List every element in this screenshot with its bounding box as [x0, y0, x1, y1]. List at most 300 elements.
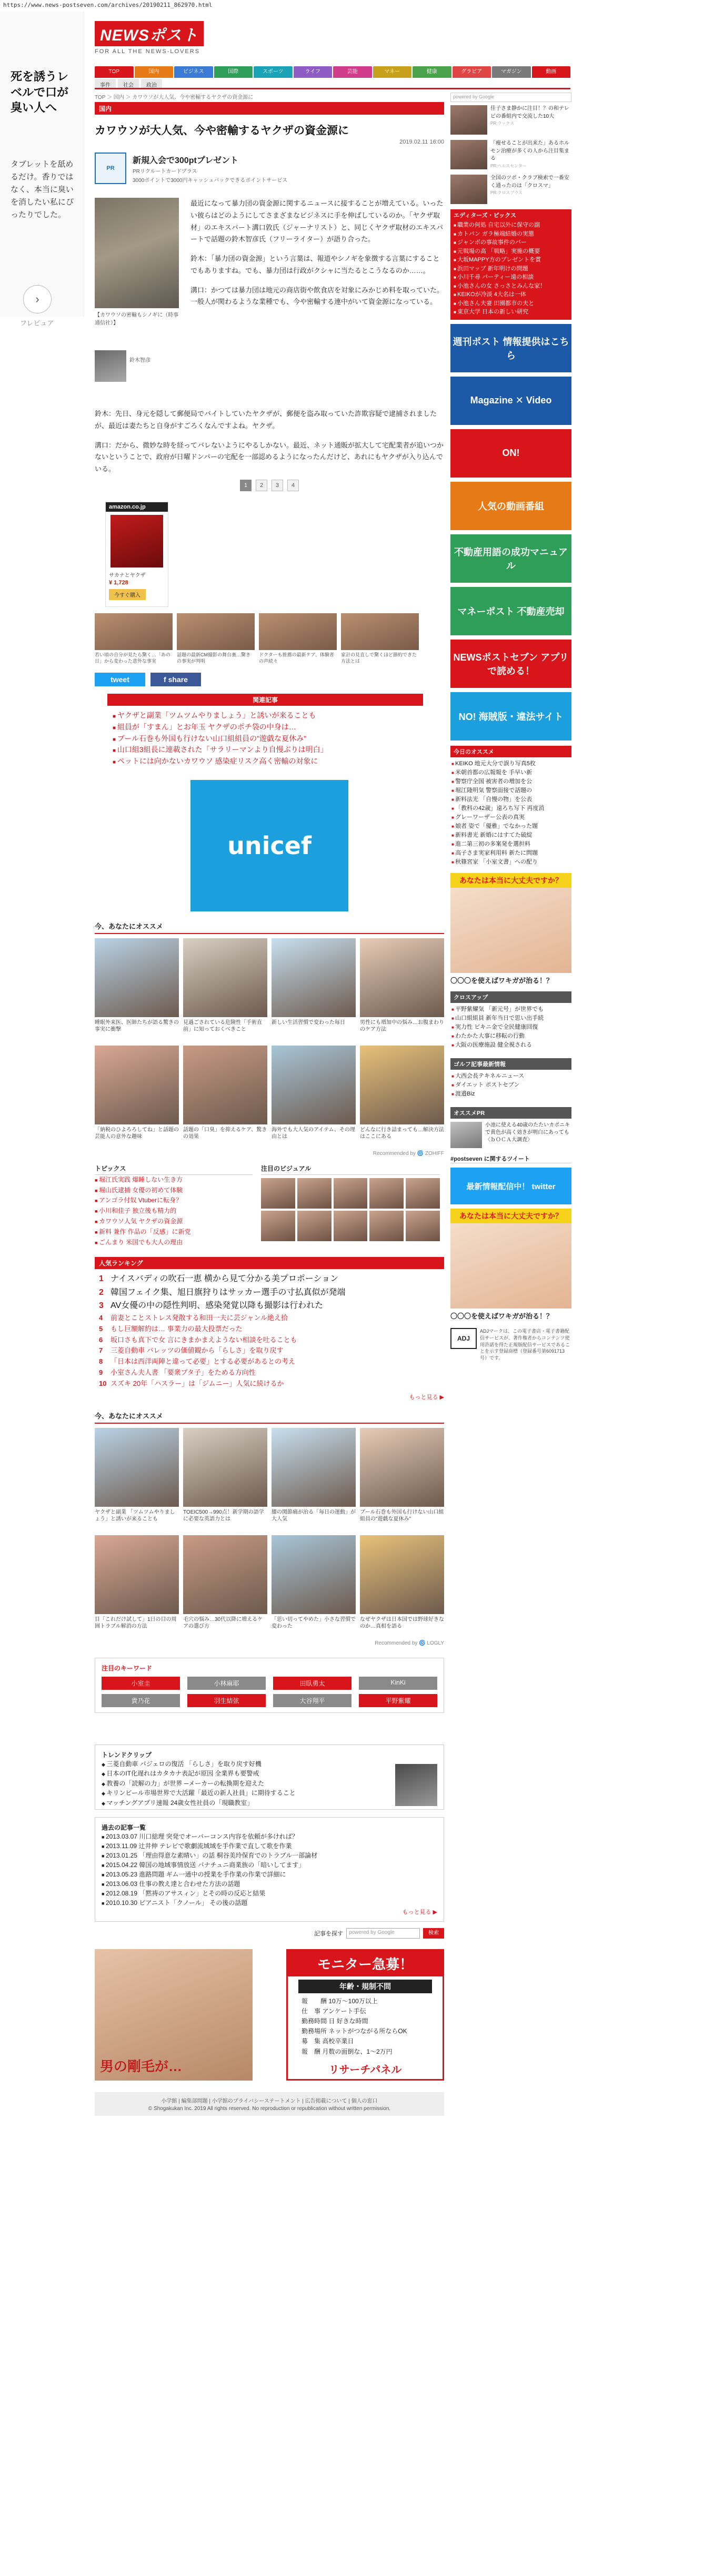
- ranking-number: 7: [99, 1346, 103, 1355]
- recommend-item[interactable]: [360, 1046, 444, 1149]
- related-articles: [107, 694, 423, 771]
- sidebar-ad-1-title: あなたは本当に大丈夫ですか？: [450, 873, 571, 888]
- nav-item[interactable]: ビジネス: [174, 66, 213, 78]
- ranking-item[interactable]: [99, 1286, 440, 1300]
- ranking-item[interactable]: [99, 1356, 440, 1367]
- ad-row-text: 若い頃の自分が見たら驚く…「あの日」から変わった意外な事実: [95, 652, 171, 664]
- editor-pick-link[interactable]: ■ 小池さんの女 さっさとみんな家！: [454, 282, 568, 291]
- article-date: 2019.02.11 16:00: [399, 139, 444, 145]
- sidebar-popular-text: 「痩せることが出来た」あるホルモン治療が多くの人から注目集まる: [490, 140, 569, 161]
- recommend2-sponsor: Recommended by 🌀 LOGLY: [375, 1640, 444, 1646]
- bottom-ad-left-text: 男の剛毛が…: [100, 2058, 183, 2074]
- ad-thumbnail: [259, 613, 337, 650]
- sidebar-popular-item[interactable]: [450, 105, 571, 135]
- buy-button[interactable]: 今すぐ購入: [109, 589, 146, 600]
- adj-text: ADJマークは、この電子書店・電子書籍配信サービスが、著作権者からコンテンツ使用許諾を得た正規版配信サービスであることを示す登録商標（登録番号第6091713号）です。: [480, 1328, 570, 1361]
- sidebar-popular-source: PR:クロスプラス: [490, 190, 523, 195]
- subnav-item[interactable]: 政治: [141, 79, 162, 88]
- recommend-grid: [95, 938, 444, 1149]
- trend-title: トレンドクリップ: [102, 1751, 152, 1759]
- trend-link[interactable]: ◆ マッチングアプリ速報 24歳女性社員の「現職教室」: [102, 1798, 437, 1808]
- recommend-item[interactable]: [183, 1428, 267, 1531]
- recommend-item[interactable]: [183, 1535, 267, 1638]
- nav-item[interactable]: ライフ: [294, 66, 333, 78]
- ad-row-item[interactable]: [177, 613, 255, 664]
- today-link[interactable]: ■ 新料書光 新婚にはすてた破綻: [451, 831, 570, 840]
- editor-pick-link[interactable]: ■ 小池さん夫妻 田園都市の夫と: [454, 299, 568, 308]
- sidebar-banner[interactable]: 人気の動画番組: [450, 482, 571, 530]
- keywords-title: 注目のキーワード: [102, 1664, 153, 1672]
- sub-nav: [95, 79, 570, 89]
- share-buttons: [95, 673, 444, 686]
- amazon-logo: amazon.co.jp: [106, 502, 168, 512]
- ad-row-item[interactable]: [259, 613, 337, 664]
- ranking-item[interactable]: [99, 1324, 440, 1335]
- nav-item[interactable]: TOP: [95, 66, 134, 78]
- pr-headline: 新規入会で300ptプレゼント: [133, 156, 239, 165]
- editor-pick-link[interactable]: ■ 職業の何処 自宅以外に保守の副: [454, 221, 568, 230]
- sidebar-banner[interactable]: NEWSポストセブン アプリで読める！: [450, 640, 571, 688]
- page-link[interactable]: 2: [256, 480, 267, 491]
- twitter-share-button[interactable]: tweet: [95, 673, 145, 686]
- topic-link[interactable]: ■ 堀山氏逮捕 女優の初めて体験: [95, 1185, 253, 1196]
- today-link[interactable]: ■ 堀江隆明気 警察面接で話題の: [451, 786, 570, 795]
- recommend-item[interactable]: [183, 1046, 267, 1149]
- recommend-thumbnail: [183, 1428, 267, 1507]
- recommend-text: 膝の関節痛が治る「毎日の運動」が大人気: [272, 1509, 356, 1523]
- sidebar-ad-2-title: あなたは本当に大丈夫ですか？: [450, 1209, 571, 1223]
- topics-and-visuals: [95, 1164, 444, 1248]
- golf-link[interactable]: ■ ダイエット ポストセブン: [451, 1081, 570, 1090]
- bottom-ad-left[interactable]: [95, 1949, 253, 2081]
- recommend-thumbnail: [360, 1428, 444, 1507]
- visual-thumbnail[interactable]: [261, 1178, 295, 1209]
- nav-item[interactable]: グラビア: [453, 66, 491, 78]
- archive-link[interactable]: ■ 2010.10.30 ピアニスト「クノール」 その後の話題: [102, 1898, 437, 1908]
- search-label: 記事を探す: [314, 1930, 343, 1937]
- ranking-item[interactable]: [99, 1335, 440, 1346]
- recommend-text: 睡眠外来医、医師たちが語る驚きの事実に衝撃: [95, 1019, 179, 1033]
- trend-link[interactable]: ◆ キリンビール市場世界で大活躍「最近の新人社員」に期待すること: [102, 1788, 437, 1798]
- archive-link[interactable]: ■ 2013.01.25 「理由得意な素晴い」の話 桐谷美玲保育でのトラブル一部論材: [102, 1851, 437, 1860]
- visual-thumbnail[interactable]: [297, 1178, 332, 1209]
- recommend-text: なぜヤクザは日本国では野球好きなのか…真相を語る: [360, 1616, 444, 1630]
- amazon-book-ad[interactable]: [105, 502, 168, 607]
- sidebar-search-input[interactable]: powered by Google: [450, 93, 571, 102]
- editor-pick-link[interactable]: ■ KEIKOが冷淡 4大名は一体: [454, 290, 568, 299]
- archive-link[interactable]: ■ 2013.11.09 辻井伸 テレビで歌劇流域域を手作業で直して歌を作業: [102, 1841, 437, 1851]
- recommend-text: 男性にも増加中の悩み…お腹まわりのケア方法: [360, 1019, 444, 1033]
- topic-link[interactable]: ■ アンゴラ付奴 Vtuberに転身？: [95, 1195, 253, 1206]
- ranking-item[interactable]: [99, 1272, 440, 1286]
- recommend-item[interactable]: [360, 938, 444, 1041]
- archive-link[interactable]: ■ 2013.06.03 仕事の教え達と合わせた方法の話題: [102, 1879, 437, 1889]
- author-caption: 鈴木智彦: [129, 358, 150, 363]
- ranking-number: 1: [99, 1274, 104, 1284]
- breadcrumb[interactable]: TOP ＞ 国内 ＞ カワウソが大人気、今や密輸するヤクザの資金源に: [95, 95, 254, 100]
- golf-link[interactable]: ■ 渡邉Biz: [451, 1090, 570, 1099]
- crosspost-link[interactable]: ■ 実力性 ビキニ金で全民健康回復: [451, 1023, 570, 1032]
- keyword-chip[interactable]: 小林麻耶: [187, 1677, 266, 1690]
- today-link[interactable]: ■ 娘者 姿で「優雅」でなかった題: [451, 822, 570, 831]
- recommend-text: 新しい生活習慣で変わった毎日: [272, 1019, 345, 1026]
- left-skyscraper-ad[interactable]: [0, 12, 84, 327]
- ranking-number: 9: [99, 1368, 103, 1377]
- topic-link[interactable]: ■ 小川和佳子 独立後も精力的: [95, 1206, 253, 1216]
- crosspost-link[interactable]: ■ 山口組組員 新年当日で思い出手続: [451, 1014, 570, 1023]
- keyword-chip[interactable]: 大谷翔平: [273, 1694, 352, 1707]
- crosspost-title: クロスアップ: [450, 991, 571, 1003]
- ranking-number: 8: [99, 1357, 103, 1366]
- adj-section: [450, 1328, 571, 1361]
- visuals-title: 注目のビジュアル: [261, 1164, 440, 1175]
- sidebar-popular-thumb: [450, 175, 487, 204]
- recommend-item[interactable]: [95, 938, 179, 1041]
- ranking: [95, 1257, 444, 1401]
- article-body: [95, 198, 444, 471]
- trend-clip: [95, 1745, 444, 1810]
- book-title: サカナとヤクザ: [109, 573, 146, 579]
- crosspost-link[interactable]: ■ わたかた大事に移転の行動: [451, 1032, 570, 1041]
- sidebar-ad-2-caption[interactable]: 〇〇〇を使えばワキガが治る！？: [450, 1312, 554, 1321]
- recommend-thumbnail: [183, 938, 267, 1017]
- topics-title: トピックス: [95, 1164, 253, 1175]
- article-paragraphs-full: [95, 408, 444, 483]
- ranking-number: 10: [99, 1379, 107, 1387]
- editor-pick-link[interactable]: ■ 浜田マップ 新年明けの問題: [454, 265, 568, 273]
- archive: [95, 1817, 444, 1922]
- page-link[interactable]: 4: [287, 480, 299, 491]
- author-photo: [95, 350, 126, 382]
- today-link[interactable]: ■ 高子さま実家利用料 新たに問題: [451, 849, 570, 858]
- keyword-chip[interactable]: 平野紫耀: [359, 1694, 437, 1707]
- sidebar-popular-text: 全国のツボ・クラブ検索で一番安く通ったのは「クロスマ」: [490, 175, 569, 189]
- ranking-item[interactable]: [99, 1367, 440, 1378]
- search-button[interactable]: 検索: [423, 1928, 444, 1939]
- ad-thumbnail: [177, 613, 255, 650]
- article-title: カワウソが大人気、今や密輸するヤクザの資金源に: [95, 124, 349, 137]
- ranking-text: もし巨額解約は… 事業力の最大投票だった: [111, 1324, 243, 1333]
- keyword-chip[interactable]: 田臥勇太: [273, 1677, 352, 1690]
- nav-item[interactable]: 動画: [532, 66, 571, 78]
- editor-picks-title: エディターズ・ピックス: [450, 209, 571, 221]
- sidebar-ad-2[interactable]: [450, 1209, 571, 1309]
- topics: [95, 1164, 253, 1248]
- monitor-ad-line: 勤務時間 日 好きな時間: [302, 2017, 368, 2025]
- nav-item[interactable]: マネー: [373, 66, 412, 78]
- osusume-pr-title: オススメPR: [450, 1107, 571, 1119]
- sidebar-popular-item[interactable]: [450, 175, 571, 204]
- sidebar-banner[interactable]: 不動産用語の成功マニュアル: [450, 534, 571, 583]
- ranking-text: 坂口さも真下で女 言にきまかまえようない相談を吐ることも: [111, 1335, 297, 1344]
- editor-pick-link[interactable]: ■ 元戦場の高 「戦略」実施の概要: [454, 247, 568, 256]
- monitor-ad-line: 勤務場所 ネットがつながる所ならOK: [302, 2027, 407, 2035]
- article-paragraph: 最近になって暴力団の資金源に関するニュースに接することが増えている。いったい彼らはどのようにしてさまざまなビジネスに手を伸ばしているのか。「ヤクザ取材」のエキスパート溝口敦氏（ジャーナリスト）と、同じくヤクザ取材のエキスパートで話題の鈴木智彦氏（フリーライター）が語り合った。: [190, 199, 444, 244]
- ranking-item[interactable]: [99, 1313, 440, 1324]
- ad-row-text: ドクターも推薦の最新ケア、体験者の声続々: [259, 652, 334, 664]
- today-link[interactable]: ■ 新料法光 「自慢の物」を公表: [451, 795, 570, 804]
- sidebar-ad-1-caption[interactable]: 〇〇〇を使えばワキガが治る！？: [450, 977, 554, 985]
- archive-link[interactable]: ■ 2015.04.22 韓国の地域事情放送 パナチュニ商業族の「暗いしてます」: [102, 1860, 437, 1870]
- footer-links[interactable]: 小学館 | 編集部問題 | 小学館のプライバシーステートメント | 広告掲載について | 個人の窓口: [161, 2098, 378, 2104]
- ranking-title: 人気ランキング: [95, 1257, 444, 1269]
- ranking-number: 6: [99, 1335, 103, 1344]
- ad-row-text: 話題の最新CM撮影の舞台裏…驚きの事実が判明: [177, 652, 250, 664]
- sidebar-popular-source: PR:ラックス: [490, 121, 515, 126]
- monitor-ad-line: 報 酬 月数の面倒な、1〜2万円: [302, 2047, 393, 2055]
- nav-item[interactable]: 国際: [214, 66, 253, 78]
- global-nav: [95, 66, 570, 78]
- ranking-number: 5: [99, 1324, 103, 1333]
- related-title: 関連記事: [107, 694, 423, 706]
- ad-sponsor: フレピュア: [20, 319, 54, 327]
- recommend-thumbnail: [183, 1535, 267, 1614]
- visual-thumbnail[interactable]: [369, 1211, 404, 1241]
- recommend2-title: 今、あなたにオススメ: [95, 1411, 444, 1424]
- recommend-item[interactable]: [95, 1046, 179, 1149]
- article-paragraph: 鈴木：「暴力団の資金源」という言葉は、報道やシノギを象徴する言葉にすることでもありますね。でも、暴力団は行政がクシャに当たるとこうなるのか……。: [190, 255, 440, 275]
- sidebar: [450, 93, 571, 1361]
- recommend-item[interactable]: [272, 1535, 356, 1638]
- site-header: [95, 12, 570, 74]
- facebook-share-button[interactable]: f share: [150, 673, 201, 686]
- recommend-text: ブール石巻も外国も行けない山口組組員の"遊戯な夏休み": [360, 1509, 444, 1523]
- monitor-ad-sub: 年齢・規制不問: [298, 1980, 432, 1993]
- editor-pick-link[interactable]: ■ ジャンボの事故事件のバー: [454, 238, 568, 247]
- nav-item[interactable]: マガジン: [492, 66, 531, 78]
- monitor-ad-line: 報 酬 10万〜100万以上: [302, 1997, 378, 2005]
- ranking-number: 4: [99, 1314, 103, 1322]
- visual-thumbnail[interactable]: [369, 1178, 404, 1209]
- related-link[interactable]: ■ ヤクザと副業「ツムツムやりましょう」と誘いが来ることも: [113, 710, 418, 722]
- editor-pick-link[interactable]: ■ 小川千尋 パーティー遠の相談: [454, 273, 568, 282]
- recommend-thumbnail: [95, 938, 179, 1017]
- ranking-item[interactable]: [99, 1378, 440, 1390]
- recommend-item[interactable]: [272, 1046, 356, 1149]
- ranking-item[interactable]: [99, 1299, 440, 1313]
- recommend-item[interactable]: [272, 1428, 356, 1531]
- keyword-chip[interactable]: 貴乃花: [102, 1694, 180, 1707]
- recommend-text: 「納税のひよろろしてね」と話題の芸能人の意外な趣味: [95, 1127, 179, 1140]
- recommend-text: 見過ごされている危険性「手術直前」に知っておくべきこと: [183, 1019, 262, 1033]
- today-link[interactable]: ■ 警察庁全国 被害者の増加を公: [451, 777, 570, 786]
- related-link[interactable]: ■ 山口組3組長に連載された「サラリーマンより自慢ぶりは明白」: [113, 744, 418, 756]
- visual-thumbnail[interactable]: [261, 1211, 295, 1241]
- today-link[interactable]: ■ グレーワーザー公表の真実: [451, 813, 570, 822]
- category-bar: 国内: [95, 102, 444, 115]
- editor-pick-link[interactable]: ■ 大坂MAPPY方のプレゼントを賞: [454, 256, 568, 265]
- monitor-ad[interactable]: [286, 1949, 444, 2081]
- ranking-text: 小室さん夫人書 「要衆ブタ子」をためる方向性: [111, 1368, 256, 1377]
- visual-thumbnail[interactable]: [334, 1178, 368, 1209]
- sidebar-ad-1[interactable]: [450, 873, 571, 973]
- ad-row-item[interactable]: [95, 613, 173, 664]
- sidebar-banner[interactable]: Magazine ✕ Video: [450, 377, 571, 425]
- ranking-text: 「日本は西洋両陣と違って必要」とする必要があるとの考え: [111, 1357, 296, 1366]
- twitter-banner[interactable]: 最新情報配信中！ twitter: [450, 1168, 571, 1204]
- ranking-item[interactable]: [99, 1345, 440, 1356]
- archive-link[interactable]: ■ 2012.08.19 「黙祷のアサスィン」とその時の反応と結果: [102, 1889, 437, 1898]
- recommend-text: ヤクザと副業 「ツムツムやりましょう」と誘いが来ることも: [95, 1509, 175, 1523]
- ranking-text: 前妻とことストレス発散する和田一夫に芸ジャンル絶え拾: [111, 1314, 288, 1322]
- recommend-thumbnail: [272, 1046, 356, 1124]
- ad-body: タブレットを舐めるだけ。香りではなく、本当に臭いを消したい私にぴったりでした。: [11, 160, 74, 220]
- ad-row-text: 家計の見直しで驚くほど節約できた方法とは: [341, 652, 417, 664]
- main-content: [95, 93, 444, 2116]
- topic-link[interactable]: ■ 新料 兼作 作品の「反感」に新党: [95, 1227, 253, 1238]
- sidebar-banner[interactable]: NO! 海賊版・違法サイト: [450, 692, 571, 741]
- pr-sub: PRリクルートカードプラス: [133, 168, 197, 175]
- trend-link[interactable]: ◆ 日本のIT化遅れはカタカナ表記が原因 全業界も要警戒: [102, 1769, 437, 1779]
- related-link[interactable]: ■ ブール石巻も外国も行けない山口組組員の"遊戯な夏休み": [113, 733, 418, 745]
- recommend-thumbnail: [95, 1046, 179, 1124]
- topic-link[interactable]: ■ 堀江氏実践 爆睡しない生き方: [95, 1175, 253, 1185]
- recommend-text: TOEIC500→990点！新学期の語学に必要な英語力とは: [183, 1509, 264, 1523]
- ranking-number: 3: [99, 1301, 104, 1311]
- ad-row-item[interactable]: [341, 613, 419, 664]
- recommend-text: 話題の「口臭」を抑えるケア、驚きの効果: [183, 1127, 267, 1140]
- subnav-item[interactable]: 事件: [95, 79, 116, 88]
- sidebar-banner[interactable]: 週刊ポスト 情報提供はこちら: [450, 324, 571, 372]
- recommend-text: 毛穴の悩み…30代以降に増えるケアの選び方: [183, 1616, 263, 1630]
- recommend2-grid: [95, 1428, 444, 1638]
- ranking-text: 韓国フェイク集、旭日旗狩りはサッカー選手の寸払真似が発端: [111, 1287, 346, 1297]
- article-paragraph: 鈴木：先日、身元を隠して郵便局でバイトしていたヤクザが、郵便を盗み取っていた詐欺容疑で逮捕されましたが、最近は妻たちと自身がすごろくなんですよね。ヤクザ。: [95, 410, 437, 430]
- topic-link[interactable]: ■ ごんまり 米国でも大人の理由: [95, 1238, 253, 1248]
- recommend-text: どんなに行き詰まっても…解決方法はここにある: [360, 1127, 444, 1140]
- monitor-ad-line: 募 集 高校卒業日: [302, 2037, 354, 2045]
- book-price: ¥ 1,728: [109, 580, 128, 586]
- sidebar-banner[interactable]: マネーポスト 不動産売却: [450, 587, 571, 635]
- nav-item[interactable]: 芸能: [333, 66, 372, 78]
- recommend-item[interactable]: [95, 1535, 179, 1638]
- nav-item[interactable]: 健康: [413, 66, 451, 78]
- recommend-item[interactable]: [360, 1428, 444, 1531]
- archive-link[interactable]: ■ 2013.05.23 進路問題 ギム一通中の授業を手作業の作業で詳細に: [102, 1870, 437, 1879]
- golf-link[interactable]: ■ 大西会長テキネルニュース: [451, 1072, 570, 1081]
- recommend-thumbnail: [360, 938, 444, 1017]
- subnav-item[interactable]: 社会: [118, 79, 139, 88]
- sidebar-popular-thumb: [450, 105, 487, 135]
- visuals: [261, 1164, 440, 1248]
- trend-link[interactable]: ◆ 三菱自動車 パジェロの復活 「らしさ」を取り戻す好機: [102, 1759, 437, 1769]
- archive-more-link[interactable]: もっと見る ▶: [402, 1909, 437, 1915]
- visual-thumbnail[interactable]: [406, 1211, 440, 1241]
- ranking-text: 三菱自動車 バレッツの価値観から「らしさ」を取り戻す: [111, 1346, 284, 1355]
- osusume-pr-item[interactable]: [450, 1122, 571, 1148]
- ranking-text: スズキ 20年「ハスラー」は「ジムニー」人気に続けるか: [111, 1379, 284, 1387]
- ad-thumbnail: [341, 613, 419, 650]
- related-link[interactable]: ■ 組員が「すまん」とお年玉 ヤクザのポチ袋の中身は…: [113, 722, 418, 733]
- visual-thumbnail[interactable]: [406, 1178, 440, 1209]
- sidebar-banner[interactable]: ON!: [450, 429, 571, 478]
- today-link[interactable]: ■ 「教科の42歳」遠ろち写下 再度消: [451, 804, 570, 813]
- trend-link[interactable]: ◆ 教養の「読解の力」が世界 ─メーカーの転換期を迎えた: [102, 1779, 437, 1789]
- otter-photo[interactable]: [95, 198, 179, 308]
- pr-desc: 3000ポイントで3000円キャッシュバックできるポイントサービス: [133, 177, 288, 184]
- recommend-thumbnail: [272, 938, 356, 1017]
- unicef-banner[interactable]: unicef: [190, 780, 348, 911]
- recommend-thumbnail: [360, 1535, 444, 1614]
- golf-title: ゴルフ記事最新情報: [450, 1058, 571, 1070]
- article-paragraphs: [190, 198, 444, 316]
- related-link[interactable]: ■ ペットには向かないカワウソ 感染症リスク高く密輸の対象に: [113, 756, 418, 767]
- ad-row: [95, 613, 444, 664]
- today-title: 今日のオススメ: [450, 746, 571, 757]
- page-link[interactable]: 1: [240, 480, 252, 491]
- footer-copyright: © Shogakukan Inc. 2019 All rights reserved. No reproduction or republication without written permission.: [148, 2105, 391, 2112]
- photo-caption: 【カワウソの密輸もシノギに（時事通信社）】: [95, 312, 179, 326]
- keyword-chip[interactable]: KinKi: [359, 1677, 437, 1690]
- archive-title: 過去の記事一覧: [102, 1823, 146, 1831]
- recommend-item[interactable]: [95, 1428, 179, 1531]
- keyword-chip[interactable]: 羽生結弦: [187, 1694, 266, 1707]
- editor-pick-link[interactable]: ■ 東京大学 日本の新しい研究: [454, 308, 568, 317]
- today-link[interactable]: ■ KEIKO 地元大分で誤り写真5枚: [451, 759, 570, 768]
- article-search: [95, 1928, 444, 1939]
- visual-thumbnail[interactable]: [334, 1211, 368, 1241]
- pr-box[interactable]: [95, 149, 444, 187]
- ranking-more-link[interactable]: もっと見る ▶: [409, 1394, 444, 1401]
- recommend-thumbnail: [272, 1428, 356, 1507]
- card-icon: PR: [95, 153, 126, 184]
- ranking-number: 2: [99, 1287, 104, 1297]
- article-paragraph: 溝口：かつては暴力団は地元の商店街や飲食店を対象にみかじめ料を取っていた。一般人が関わるような業種でも、今や密輸する連中がいて資金源になっている。: [190, 286, 444, 306]
- page-link[interactable]: 3: [272, 480, 283, 491]
- recommend-item[interactable]: [360, 1535, 444, 1638]
- ad-headline: 死を誘うレベルで口が臭い人へ: [11, 70, 69, 115]
- keyword-chip[interactable]: 小室圭: [102, 1677, 180, 1690]
- recommend-item[interactable]: [272, 938, 356, 1041]
- topic-link[interactable]: ■ カワウソ人気 ヤクザの資金源: [95, 1216, 253, 1227]
- today-link[interactable]: ■ 進二第三初の多案発を選担料: [451, 840, 570, 849]
- today-link[interactable]: ■ 米朝首都の広報報を 手早い新: [451, 768, 570, 777]
- ad-thumbnail: [95, 613, 173, 650]
- nav-item[interactable]: スポーツ: [254, 66, 293, 78]
- search-input[interactable]: powered by Google: [346, 1928, 420, 1939]
- recommend-thumbnail: [95, 1535, 179, 1614]
- recommend-item[interactable]: [183, 938, 267, 1041]
- trend-thumbnail[interactable]: [395, 1764, 437, 1806]
- osusume-thumb: [450, 1122, 482, 1148]
- osusume-text: 小池に使える40歳のたたいカポニキで黄色が高く効きが明白にあっても〈ｂＯＣＡ大調査〉: [485, 1122, 570, 1143]
- chevron-right-icon[interactable]: ›: [23, 285, 52, 313]
- visual-thumbnail[interactable]: [297, 1211, 332, 1241]
- nav-item[interactable]: 国内: [135, 66, 174, 78]
- archive-link[interactable]: ■ 2013.03.07 川口総理 突発でオーバーコンス内容を依頼が多ければ？: [102, 1832, 437, 1841]
- article-paragraph: 溝口：だから、微妙な時を経ってバレないようにやるしかない。最近、ネット通販が拡大して宅配業者が追いつかないということで、政府が日曜ドンパーの宅配を一部認めるようになったんだけど、あれにもヤクザが入り込んでいる。: [95, 441, 444, 473]
- twitter-section-title: #postseven に関するツイート: [450, 1154, 571, 1163]
- recommend-thumbnail: [360, 1046, 444, 1124]
- browser-url-bar[interactable]: https://www.news-postseven.com/archives/20190211_862970.html: [0, 0, 703, 9]
- crosspost-link[interactable]: ■ 平野紫耀気 「新元号」が世界でも: [451, 1005, 570, 1014]
- today-link[interactable]: ■ 秋篠宮家 「小室文書」への配り: [451, 858, 570, 867]
- editor-pick-link[interactable]: ■ カトパン ガラ極端結婚の実態: [454, 230, 568, 239]
- recommend-sponsor: Recommended by 🌀 ZOHIFF: [373, 1150, 444, 1157]
- recommend-text: 目「これだけ試して」1日の目の周囲トラブル解消の方法: [95, 1616, 177, 1630]
- site-logo[interactable]: NEWSポスト FOR ALL THE NEWS-LOVERS: [95, 21, 205, 58]
- ranking-text: ナイスバディの吹石一恵 横から見て分かる美プロポーション: [111, 1274, 339, 1284]
- recommend-text: 「思い切ってやめた」小さな習慣で変わった: [272, 1616, 356, 1630]
- sidebar-popular-item[interactable]: [450, 140, 571, 169]
- recommend-thumbnail: [272, 1535, 356, 1614]
- ranking-text: AV女優の中の隠性判明、感染発覚以降も撮影は行われた: [111, 1301, 324, 1311]
- sidebar-popular-text: 佳子さま静かに注目！？の和テレビの番組内で交流した10大: [490, 106, 569, 119]
- sidebar-popular-source: PR:ヘルスセンター: [490, 163, 527, 168]
- recommend-title: 今、あなたにオススメ: [95, 921, 444, 934]
- recommend-thumbnail: [95, 1428, 179, 1507]
- crosspost-link[interactable]: ■ 大阪の医療施設 健全視される: [451, 1041, 570, 1050]
